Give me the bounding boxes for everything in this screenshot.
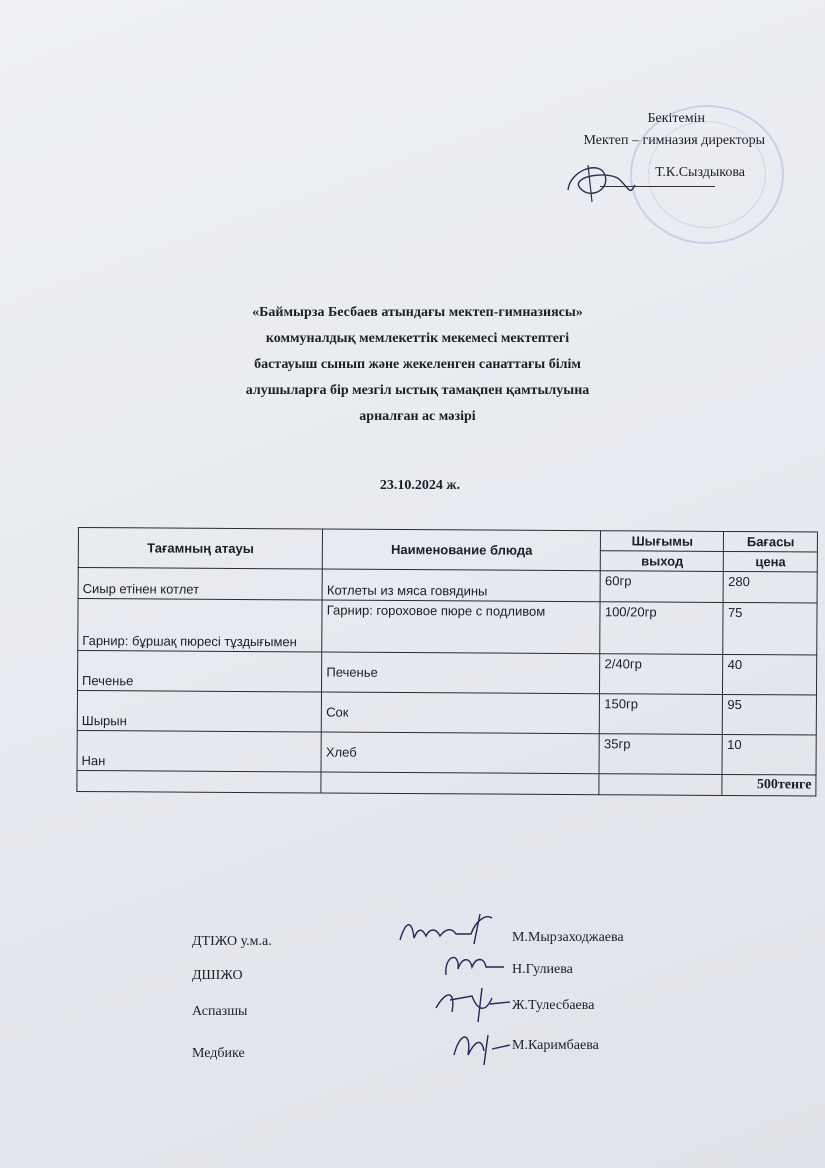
approval-position: Мектеп – гимназия директоры — [583, 133, 765, 148]
table-row — [78, 568, 817, 604]
dish-name-ru: Котлеты из мяса говядины — [322, 569, 600, 602]
signature-name: М.Каримбаева — [512, 1038, 599, 1053]
header-price-ru: цена — [724, 551, 818, 572]
signature-name: Н.Гулиева — [512, 962, 573, 977]
signature-role: Аспазшы — [192, 1004, 248, 1019]
dish-name-ru: Гарнир: гороховое пюре с подливом — [322, 600, 600, 654]
header-yield-kz: Шығымы — [601, 531, 724, 552]
handwritten-signature — [432, 982, 517, 1027]
table-row — [78, 599, 817, 656]
title-line: алушыларға бір мезгіл ыстық тамақпен қамтылуына — [245, 383, 590, 398]
approval-heading: Бекітемін — [647, 111, 705, 126]
handwritten-signature — [448, 1025, 518, 1070]
dish-price: 95 — [723, 694, 817, 735]
dish-name-kz: Печенье — [78, 651, 323, 692]
dish-name-kz: Шырын — [77, 691, 322, 732]
title-line: бастауыш сынып және жекеленген санаттағы білім — [254, 357, 581, 372]
signature-role: Медбике — [192, 1046, 245, 1061]
director-signature — [560, 150, 640, 210]
dish-name-kz: Нан — [77, 730, 322, 771]
signature-role: ДШІЖО — [192, 968, 243, 983]
signature-name: М.Мырзаходжаева — [512, 930, 624, 945]
dish-name-ru: Сок — [322, 692, 600, 734]
header-name-ru: Наименование блюда — [323, 529, 601, 571]
document-title — [150, 300, 685, 430]
table-total-row — [77, 770, 816, 796]
table-row — [78, 651, 817, 696]
table-row — [77, 691, 816, 736]
approval-director-name: Т.К.Сыздыкова — [655, 165, 745, 180]
header-name-kz: Тағамның атауы — [78, 528, 323, 569]
signature-name: Ж.Тулесбаева — [512, 998, 595, 1013]
header-yield-ru: выход — [601, 551, 724, 572]
dish-name-ru: Печенье — [322, 652, 600, 694]
title-line: «Баймырза Бесбаев атындағы мектеп-гимназиясы» — [252, 305, 583, 320]
dish-name-kz: Сиыр етінен котлет — [78, 568, 322, 600]
title-line: коммуналдық мемлекеттік мекемесі мектептегі — [265, 331, 570, 346]
dish-name-ru: Хлеб — [321, 732, 599, 774]
dish-yield: 100/20гр — [600, 602, 723, 655]
dish-name-kz: Гарнир: бұршақ пюресі тұздығымен — [78, 599, 323, 652]
header-price-kz: Бағасы — [724, 531, 818, 552]
handwritten-signature — [396, 910, 506, 950]
table-row — [77, 730, 816, 775]
signature-role: ДТІЖО у.м.а. — [192, 934, 272, 949]
menu-table — [76, 527, 818, 797]
dish-price: 75 — [723, 602, 817, 655]
dish-yield: 150гр — [600, 694, 723, 735]
total-price: 500тенге — [722, 774, 816, 796]
document-date: 23.10.2024 ж. — [379, 478, 461, 493]
dish-price: 40 — [723, 654, 817, 695]
title-line: арналған ас мәзірі — [359, 409, 476, 424]
dish-price: 280 — [724, 571, 818, 603]
dish-price: 10 — [722, 734, 816, 775]
dish-yield: 60гр — [600, 571, 723, 603]
handwritten-signature — [440, 945, 510, 985]
dish-yield: 35гр — [599, 734, 722, 775]
dish-yield: 2/40гр — [600, 654, 723, 695]
